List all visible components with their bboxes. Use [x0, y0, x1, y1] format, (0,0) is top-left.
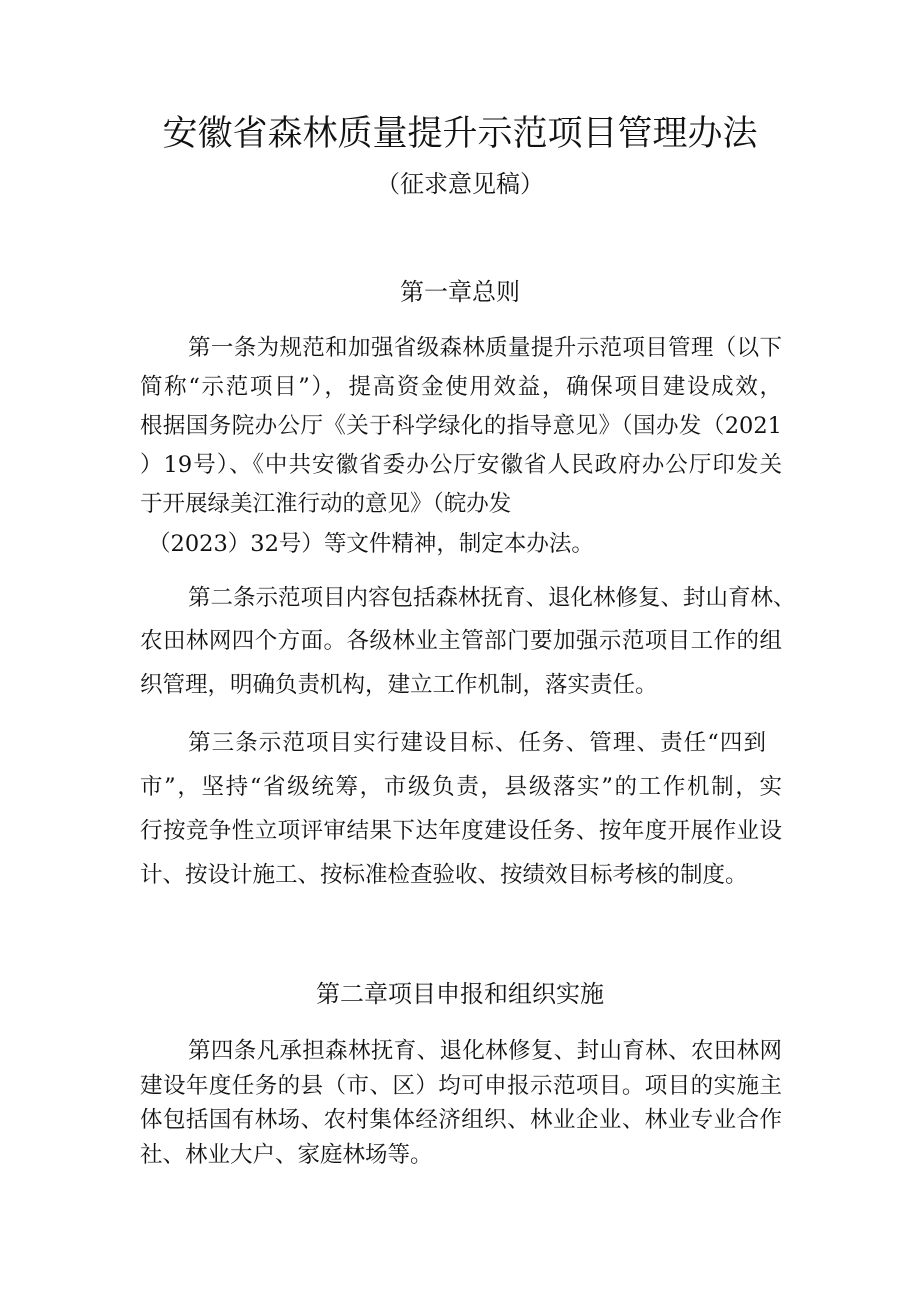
article-line: 第三条示范项目实行建设目标、任务、管理、责任“四到 [188, 730, 766, 756]
article-line: 市”，坚持“省级统筹，市级负责，县级落实”的工作机制，实 [140, 774, 782, 800]
article-line: 第四条凡承担森林抚育、退化林修复、封山育林、农田林网 [188, 1038, 782, 1064]
article-line: 行按竞争性立项评审结果下达年度建设任务、按年度开展作业设 [140, 818, 782, 844]
article-line: 简称“示范项目”），提高资金使用效益，确保项目建设成效， [140, 374, 782, 400]
article-line: （2023）32号）等文件精神，制定本办法。 [148, 531, 594, 557]
chapter-heading: 第二章项目申报和组织实施 [316, 980, 604, 1008]
article-line: 农田林网四个方面。各级林业主管部门要加强示范项目工作的组 [140, 628, 782, 654]
article-line: 计、按设计施工、按标准检查验收、按绩效目标考核的制度。 [140, 862, 748, 888]
article-line: 第二条示范项目内容包括森林抚育、退化林修复、封山育林、 [188, 585, 796, 611]
document-title: 安徽省森林质量提升示范项目管理办法 [162, 114, 758, 154]
article-line: 建设年度任务的县（市、区）均可申报示范项目。项目的实施主 [140, 1073, 782, 1099]
article-line: 于开展绿美江淮行动的意见》（皖办发 [140, 491, 512, 517]
article-line: 根据国务院办公厅《关于科学绿化的指导意见》（国办发（2021 [140, 413, 782, 439]
article-line: 体包括国有林场、农村集体经济组织、林业企业、林业专业合作 [140, 1107, 782, 1133]
article-line: 社、林业大户、家庭林场等。 [140, 1142, 433, 1168]
article-line: 织管理，明确负责机构，建立工作机制，落实责任。 [140, 672, 658, 698]
article-line: 第一条为规范和加强省级森林质量提升示范项目管理（以下 [188, 335, 782, 361]
article-line: ）19号）、《中共安徽省委办公厅安徽省人民政府办公厅印发关 [140, 452, 782, 478]
document-subtitle: （征求意见稿） [376, 170, 544, 198]
chapter-heading: 第一章总则 [400, 278, 520, 306]
